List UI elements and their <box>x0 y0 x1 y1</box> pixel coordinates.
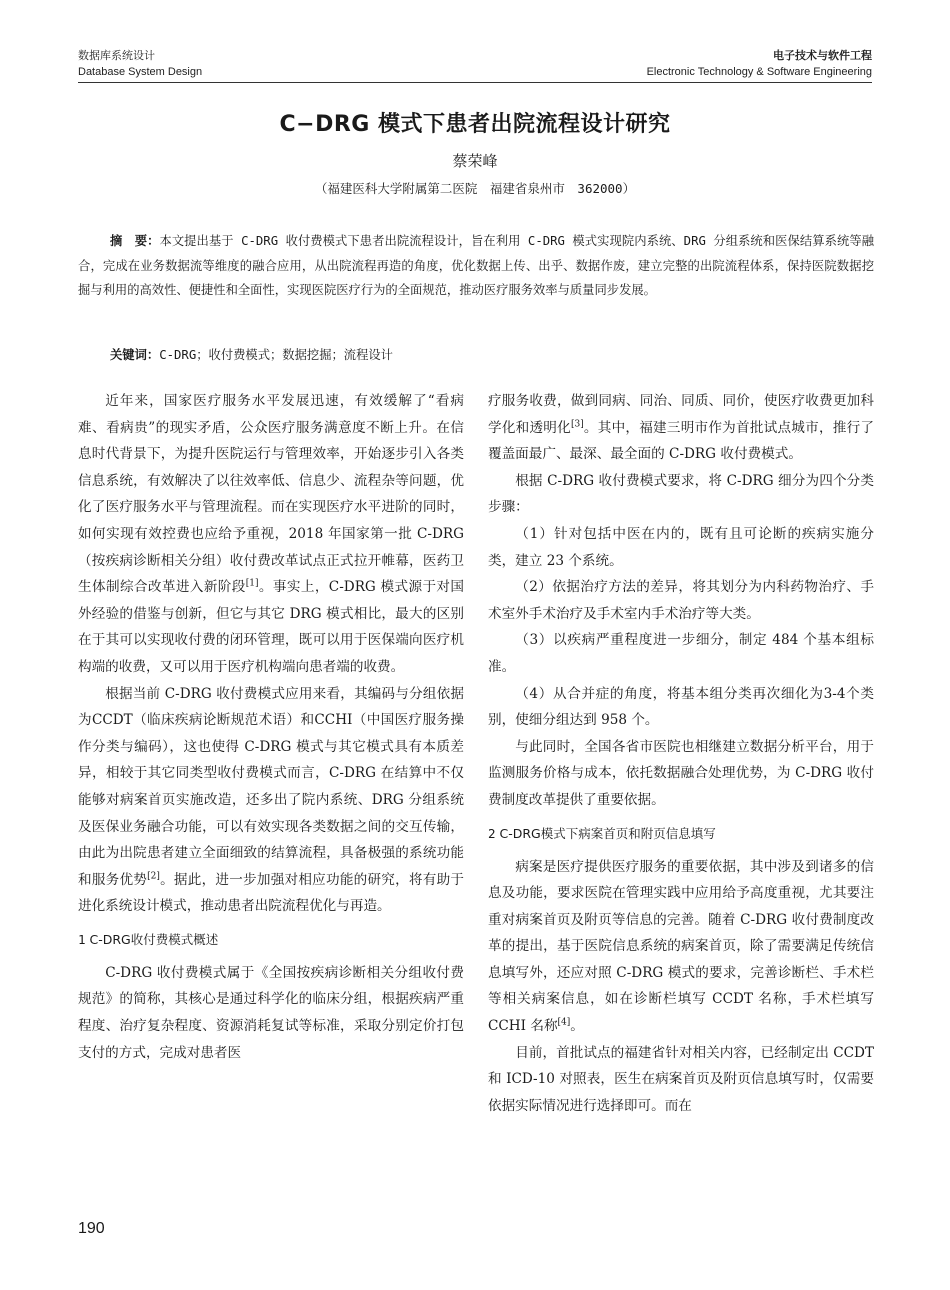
body-column-right <box>488 388 874 1119</box>
list-item: （1）针对包括中医在内的，既有且可论断的疾病实施分类，建立 23 个系统。 <box>488 525 874 569</box>
paragraph: 根据当前 C-DRG 收付费模式应用来看，其编码与分组依据为CCDT（临床疾病论断规范术语）和CCHI（中国医疗服务操作分类与编码），这也使得 C-DRG 模式与其它模式具有本质差异，相较于其它同类型收付费模式而言，C-DRG 在结算中不仅能够对病案首页实施改造，还多出了院内系统、DRG 分组系统及医保业务融合功能，可以有效实现各类数据之间的交互传输，由此为出院患者建立全面细致的结算流程，具备极强的系统功能和服务优势[2]。据此，进一步加强对相应功能的研究，将有助于进化系统设计模式，推动患者出院流程优化与再造。 <box>78 685 465 915</box>
author-name: 蔡荣峰 <box>452 152 498 170</box>
paper-title: C−DRG 模式下患者出院流程设计研究 <box>279 112 671 137</box>
paragraph: 目前，首批试点的福建省针对相关内容，已经制定出 CCDT 和 ICD-10 对照表，医生在病案首页及附页信息填写时，仅需要依据实际情况进行选择即可。而在 <box>488 1044 874 1114</box>
paragraph: 与此同时，全国各省市医院也相继建立数据分析平台，用于监测服务价格与成本，依托数据融合处理优势，为 C-DRG 收付费制度改革提供了重要依据。 <box>488 738 874 808</box>
section-heading-2: 2 C-DRG模式下病案首页和附页信息填写 <box>488 825 716 841</box>
journal-name-cn: 电子技术与软件工程 <box>773 50 872 62</box>
page-number: 190 <box>78 1220 105 1237</box>
list-item: （3）以疾病严重程度进一步细分，制定 484 个基本组标准。 <box>488 632 874 675</box>
journal-section-en: Database System Design <box>78 66 203 78</box>
paragraph-continued: 疗服务收费，做到同病、同治、同质、同价，使医疗收费更加科学化和透明化[3]。其中，福建三明市作为首批试点城市，推行了覆盖面最广、最深、最全面的 C-DRG 收付费模式。 <box>488 393 875 463</box>
keywords-text: C-DRG；收付费模式；数据挖掘；流程设计 <box>159 348 393 362</box>
keywords-label: 关键词： <box>110 348 160 362</box>
section-heading-1: 1 C-DRG收付费模式概述 <box>78 931 219 947</box>
journal-name-en: Electronic Technology & Software Engineering <box>646 66 872 78</box>
header-divider <box>78 82 872 83</box>
author-affiliation: （福建医科大学附属第二医院 福建省泉州市 362000） <box>314 181 636 196</box>
abstract-text: 本文提出基于 C-DRG 收付费模式下患者出院流程设计，旨在利用 C-DRG 模式实现院内系统、DRG 分组系统和医保结算系统等融合，完成在业务数据流等维度的融合应用，从出院流程再造的角度，优化数据上传、出乎、数据作废，建立完整的出院流程体系，保持医院数据挖掘与利用的高效性、便捷性和全面性，实现医院医疗行为的全面规范，推动医疗服务效率与质量同步发展。 <box>78 234 874 297</box>
paragraph: 根据 C-DRG 收付费模式要求，将 C-DRG 细分为四个分类步骤： <box>488 472 874 516</box>
journal-section-cn: 数据库系统设计 <box>78 50 155 62</box>
citation: [4] <box>557 1017 571 1028</box>
list-item: （2）依据治疗方法的差异，将其划分为内科药物治疗、手术室外手术治疗及手术室内手术治疗等大类。 <box>488 579 874 622</box>
citation: [2] <box>147 871 160 882</box>
running-header-left <box>78 48 202 80</box>
abstract-label: 摘 要： <box>110 234 160 248</box>
abstract <box>78 229 874 303</box>
keywords <box>78 343 874 368</box>
list-item: （4）从合并症的角度，将基本组分类再次细化为3-4个类别，使细分组达到 958 个。 <box>488 685 874 729</box>
citation: [1] <box>245 578 259 589</box>
paragraph: 近年来，国家医疗服务水平发展迅速，有效缓解了“看病难、看病贵”的现实矛盾，公众医疗服务满意度不断上升。在信息时代背景下，为提升医院运行与管理效率，开始逐步引入各类信息系统，有效解决了以往效率低、信息少、流程杂等问题，优化了医疗服务水平与管理流程。而在实现医疗水平进阶的同时，如何实现有效控费也应给予重视，2018 年国家第一批 C-DRG（按疾病诊断相关分组）收付费改革试点正式拉开帷幕，医药卫生体制综合改革进入新阶段[1]。事实上，C-DRG 模式源于对国外经验的借鉴与创新，但它与其它 DRG 模式相比，最大的区别在于其可以实现收付费的闭环管理，既可以用于医保端向医疗机构端的收费，又可以用于医疗机构端向患者端的收费。 <box>78 393 464 675</box>
paragraph: C-DRG 收付费模式属于《全国按疾病诊断相关分组收付费规范》的简称，其核心是通过科学化的临床分组，根据疾病严重程度、治疗复杂程度、资源消耗复试等标准，采取分别定价打包支付的方式，完成对患者医 <box>78 964 464 1061</box>
running-header-right <box>647 48 872 80</box>
citation: [3] <box>570 419 584 430</box>
body-column-left <box>78 388 464 1066</box>
paragraph: 病案是医疗提供医疗服务的重要依据，其中涉及到诸多的信息及功能，要求医院在管理实践中应用给予高度重视，尤其要注重对病案首页及附页等信息的完善。随着 C-DRG 收付费制度改革的提出，基于医院信息系统的病案首页，除了需要满足传统信息填写外，还应对照 C-DRG 模式的要求，完善诊断栏、手术栏等相关病案信息，如在诊断栏填写 CCDT 名称，手术栏填写 CCHI 名称[4]。 <box>488 858 874 1035</box>
